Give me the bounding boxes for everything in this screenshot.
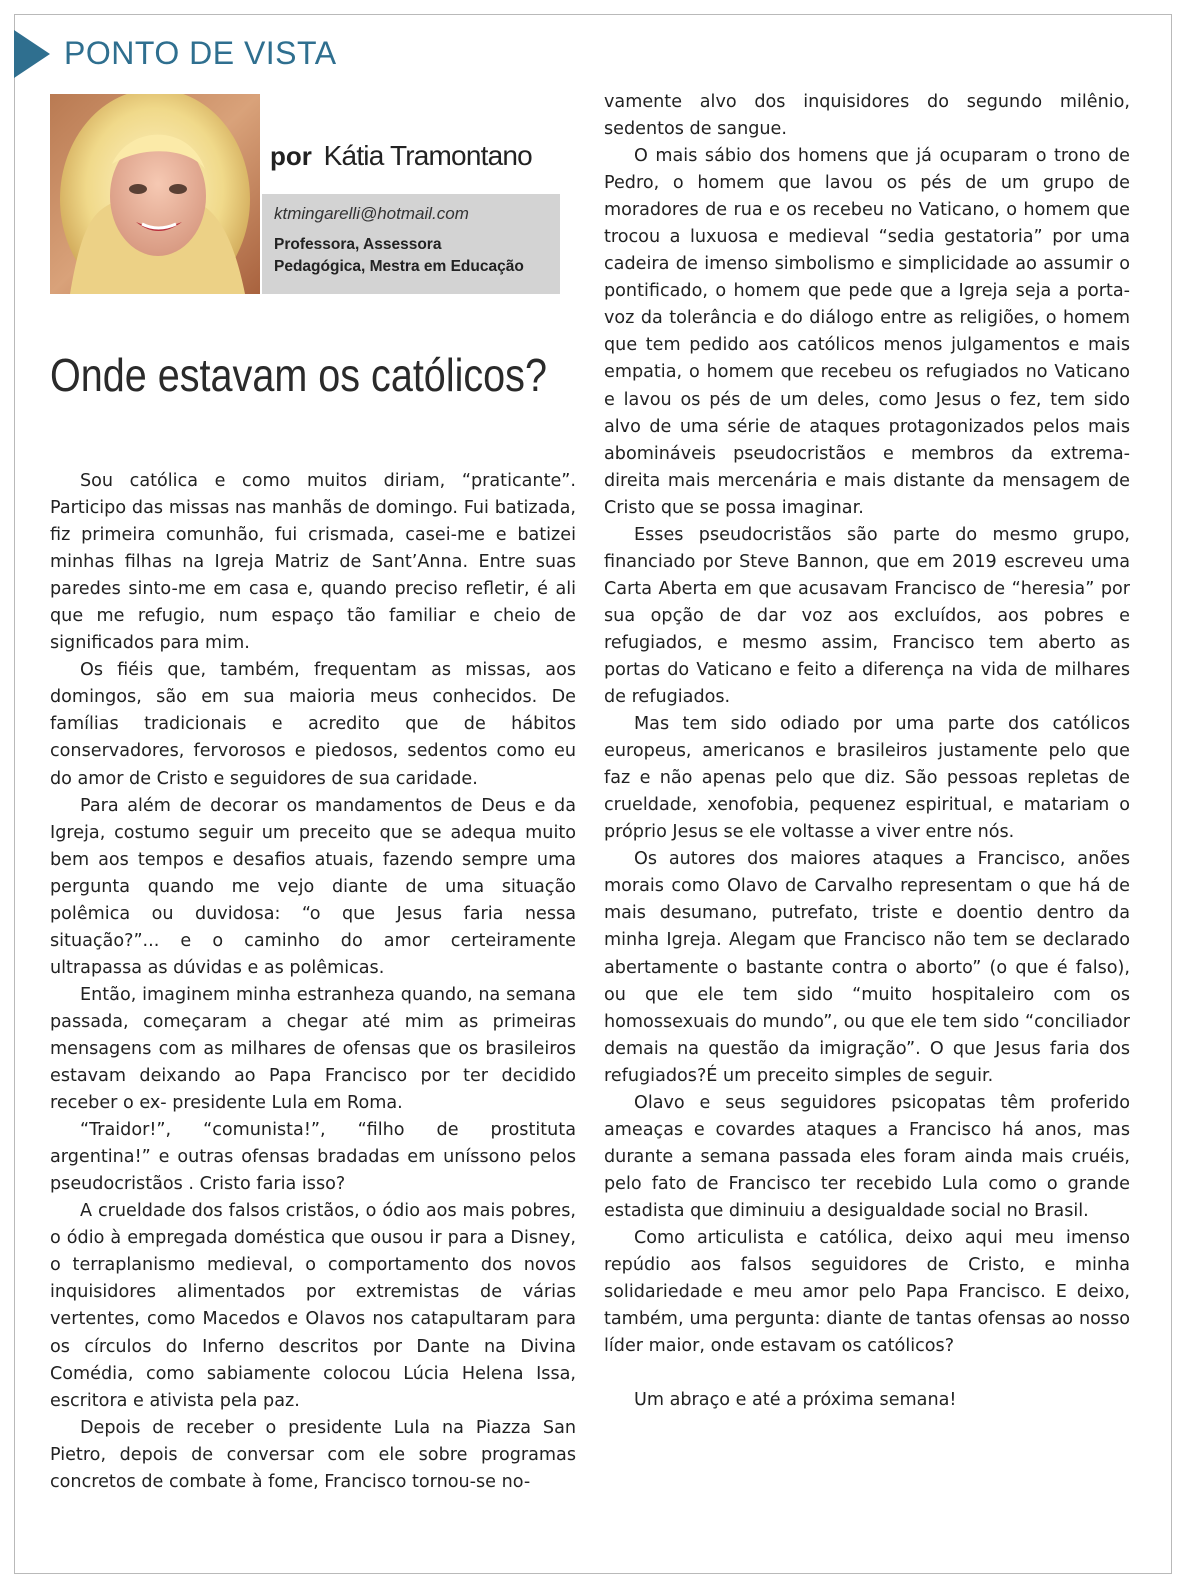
author-portrait-icon — [50, 94, 260, 294]
author-role-line-1: Professora, Assessora — [274, 236, 442, 253]
article-column-left — [50, 468, 576, 1496]
paragraph: Mas tem sido odiado por uma parte dos católicos europeus, americanos e brasileiros justamente pelo que faz e não apenas pelo que diz. São pessoas repletas de crueldade, xenofobia, pequenez espiritual, e matariam o próprio Jesus se ele voltasse a viver entre nós. — [604, 714, 1130, 843]
paragraph: O mais sábio dos homens que já ocuparam o trono de Pedro, o homem que lavou os pés de um grupo de moradores de rua e os recebeu no Vaticano, o homem que trocou a luxuosa e medieval “sedia gestatoria” por uma cadeira de imenso simbolismo e simplicidade ao assumir o pontificado, o homem que pede que a Igreja seja a porta-voz da tolerância e do diálogo entre as religiões, o homem que tem pedido aos católicos menos julgamentos e mais empatia, o homem que recebeu os refugiados no Vaticano e lavou os pés de um deles, como Jesus o fez, tem sido alvo de uma série de ataques protagonizados pelos mais abomináveis pseudocristãos e membros da extrema- direita mais mercenária e mais distante da mensagem de Cristo que se possa imaginar. — [604, 146, 1130, 518]
paragraph-continuation: vamente alvo dos inquisidores do segundo milênio, sedentos de sangue. — [604, 92, 1130, 140]
paragraph: Como articulista e católica, deixo aqui meu imenso repúdio aos falsos seguidores de Cristo, e minha solidariedade e meu amor pelo Papa Francisco. E deixo, também, uma pergunta: diante de tantas ofensas ao nosso líder maior, onde estavam os católicos? — [604, 1227, 1130, 1357]
article-headline: Onde estavam os católicos? — [50, 349, 547, 401]
paragraph: Para além de decorar os mandamentos de Deus e da Igreja, costumo seguir um preceito que se adequa muito bem aos tempos e desafios atuais, fazendo sempre uma pergunta quando me vejo diante de uma situação polêmica ou duvidosa: “o que Jesus faria nessa situação?”... e o caminho do amor certeiramente ultrapassa as dúvidas e as polêmicas. — [50, 795, 576, 978]
paragraph: Olavo e seus seguidores psicopatas têm proferido ameaças e covardes ataques a Francisco há anos, mas durante a semana passada eles foram ainda mais cruéis, pelo fato de Francisco ter recebido Lula como o grande estadista que diminuiu a desigualdade social no Brasil. — [604, 1092, 1130, 1221]
author-role-line-2: Pedagógica, Mestra em Educação — [274, 258, 524, 275]
author-name: Kátia Tramontano — [323, 140, 532, 171]
paragraph: Esses pseudocristãos são parte do mesmo grupo, financiado por Steve Bannon, que em 2019 escreveu uma Carta Aberta em que acusavam Francisco de “heresia” por sua opção de dar voz aos excluídos, aos pobres e refugiados, e mesmo assim, Francisco tem aberto as portas do Vaticano e feito a diferença na vida de milhares de refugiados. — [604, 524, 1130, 708]
paragraph: Os fiéis que, também, frequentam as missas, aos domingos, são em sua maioria meus conhecidos. De famílias tradicionais e acredito que de hábitos conservadores, fervorosos e piedosos, sedentos como eu do amor de Cristo e seguidores de sua caridade. — [50, 660, 576, 789]
author-prefix: por — [270, 141, 312, 171]
paragraph: Sou católica e como muitos diriam, “praticante”. Participo das missas nas manhãs de domingo. Fui batizada, fiz primeira comunhão, fui crismada, casei-me e batizei minhas filhas na Igreja Matriz de Sant’Anna. Entre suas paredes sinto-me em casa e, quando preciso refletir, é ali que me refugio, num espaço tão familiar e cheio de significados para mim. — [50, 471, 576, 654]
closing-line: Um abraço e até a próxima semana! — [634, 1390, 957, 1411]
section-arrow-icon — [14, 30, 50, 78]
author-info-box — [262, 194, 560, 294]
article-column-right — [604, 89, 1130, 1414]
section-title: PONTO DE VISTA — [64, 35, 337, 71]
author-photo — [50, 94, 260, 294]
paragraph: “Traidor!”, “comunista!”, “filho de prostituta argentina!” e outras ofensas bradadas em uníssono pelos pseudocristãos . Cristo faria isso? — [50, 1120, 576, 1195]
paragraph: Depois de receber o presidente Lula na Piazza San Pietro, depois de conversar com ele sobre programas concretos de combate à fome, Francisco tornou-se no- — [50, 1417, 576, 1492]
paragraph: Então, imaginem minha estranheza quando, na semana passada, começaram a chegar até mim as primeiras mensagens com as milhares de ofensas que os brasileiros estavam deixando ao Papa Francisco por ter decidido receber o ex- presidente Lula em Roma. — [50, 984, 576, 1114]
author-email: ktmingarelli@hotmail.com — [274, 204, 469, 223]
paragraph: Os autores dos maiores ataques a Francisco, anões morais como Olavo de Carvalho representam o que há de mais desumano, putrefato, triste e doentio dentro da minha Igreja. Alegam que Francisco não tem se declarado abertamente o bastante contra o aborto” (o que é falso), ou que ele tem sido “muito hospitaleiro com os homossexuais do mundo”, ou que ele tem sido “conciliador demais na questão da imigração”. O que Jesus faria dos refugiados?É um preceito simples de seguir. — [604, 849, 1130, 1086]
paragraph: A crueldade dos falsos cristãos, o ódio aos mais pobres, o ódio à empregada doméstica que ousou ir para a Disney, o terraplanismo medieval, o comportamento dos novos inquisidores alimentados por extremistas de várias vertentes, como Macedos e Olavos nos catapultaram para os círculos do Inferno descritos por Dante na Divina Comédia, como sabiamente colocou Lúcia Helena Issa, escritora e ativista pela paz. — [50, 1201, 576, 1411]
author-byline — [270, 140, 532, 172]
